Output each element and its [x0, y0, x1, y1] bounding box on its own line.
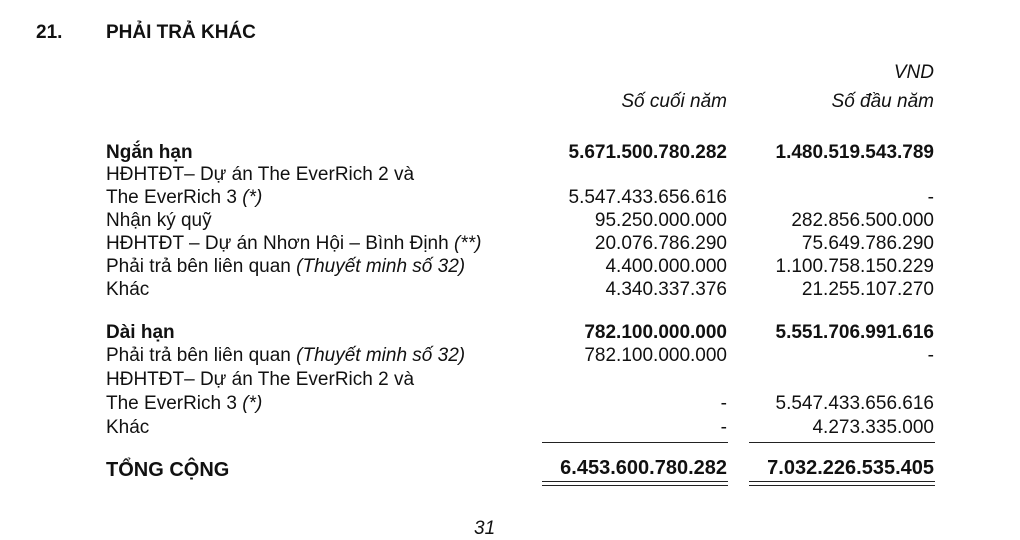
row-label [106, 256, 465, 278]
row-begin-value: 1.100.758.150.229 [775, 256, 934, 277]
subtotal-rule-col1 [542, 442, 728, 443]
short-term-begin-value: 1.480.519.543.789 [775, 142, 934, 163]
row-note: (Thuyết minh số 32) [296, 256, 466, 277]
row-note: (*) [242, 393, 263, 414]
row-end-value: - [720, 417, 727, 438]
total-end-value: 6.453.600.780.282 [560, 457, 727, 479]
total-label: TỔNG CỘNG [106, 459, 230, 481]
column-header-end-of-year: Số cuối năm [621, 91, 727, 112]
total-double-rule-col1-bottom [542, 485, 728, 486]
row-begin-value: 21.255.107.270 [801, 279, 934, 300]
long-term-label: Dài hạn [106, 322, 175, 343]
short-term-end-value: 5.671.500.780.282 [568, 142, 727, 163]
row-note: (**) [453, 233, 482, 254]
row-note: (*) [242, 187, 263, 208]
row-end-value: 4.340.337.376 [605, 279, 727, 300]
row-label: Nhận ký quỹ [106, 210, 212, 231]
row-begin-value: 4.273.335.000 [812, 417, 934, 438]
row-label-text: The EverRich 3 [106, 187, 243, 208]
row-begin-value: - [927, 187, 934, 208]
row-label: HĐHTĐT– Dự án The EverRich 2 và [106, 164, 415, 185]
row-end-value: 95.250.000.000 [594, 210, 727, 231]
row-note: (Thuyết minh số 32) [296, 345, 466, 366]
total-double-rule-col2-bottom [749, 485, 935, 486]
row-begin-value: - [927, 345, 934, 366]
total-double-rule-col2-top [749, 481, 935, 482]
column-header-beginning-of-year: Số đầu năm [831, 91, 934, 112]
row-label: Khác [106, 417, 150, 438]
long-term-end-value: 782.100.000.000 [584, 322, 727, 343]
row-end-value: 4.400.000.000 [605, 256, 727, 277]
row-begin-value: 282.856.500.000 [791, 210, 934, 231]
row-label-text: Phải trả bên liên quan [106, 256, 297, 277]
row-begin-value: 75.649.786.290 [801, 233, 934, 254]
row-label-text: Phải trả bên liên quan [106, 345, 297, 366]
section-title: PHẢI TRẢ KHÁC [106, 22, 256, 43]
short-term-label: Ngắn hạn [106, 142, 193, 163]
long-term-begin-value: 5.551.706.991.616 [775, 322, 934, 343]
row-end-value: 782.100.000.000 [584, 345, 727, 366]
total-begin-value: 7.032.226.535.405 [767, 457, 934, 479]
row-label-continued [106, 187, 262, 209]
row-end-value: 5.547.433.656.616 [568, 187, 727, 208]
row-label-text: HĐHTĐT – Dự án Nhơn Hội – Bình Định [106, 233, 454, 254]
row-label: Khác [106, 279, 150, 300]
row-label [106, 345, 465, 367]
row-label: HĐHTĐT– Dự án The EverRich 2 và [106, 369, 415, 390]
row-end-value: - [720, 393, 727, 414]
row-label [106, 233, 481, 255]
subtotal-rule-col2 [749, 442, 935, 443]
row-label-text: The EverRich 3 [106, 393, 243, 414]
total-double-rule-col1-top [542, 481, 728, 482]
section-number: 21. [36, 22, 63, 43]
row-end-value: 20.076.786.290 [594, 233, 727, 254]
row-label-continued [106, 393, 262, 415]
page-number: 31 [474, 518, 496, 539]
currency-label: VND [893, 62, 934, 83]
row-begin-value: 5.547.433.656.616 [775, 393, 934, 414]
